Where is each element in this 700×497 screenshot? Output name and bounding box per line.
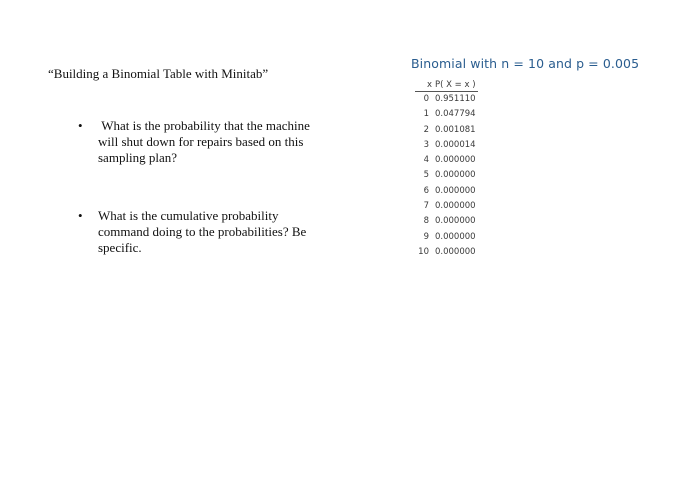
probability-value: 0.000000 [435, 185, 476, 196]
table-row [415, 138, 478, 153]
question-text: What is the probability that the machine will shut down for repairs based on this sampling plan? [98, 118, 314, 165]
bullet-icon: • [78, 208, 83, 223]
x-value: 7 [423, 201, 429, 212]
x-value: 1 [423, 109, 429, 120]
table-row [415, 214, 478, 229]
probability-value: 0.000000 [435, 201, 476, 212]
table-row [415, 123, 478, 138]
question-item [78, 118, 328, 166]
x-value: 5 [423, 170, 429, 181]
probability-value: 0.000000 [435, 170, 476, 181]
bullet-icon: • [78, 118, 83, 133]
question-list [78, 118, 328, 256]
probability-value: 0.951110 [435, 94, 476, 104]
document-title: “Building a Binomial Table with Minitab” [48, 66, 269, 81]
table-row [415, 153, 478, 168]
probability-value: 0.001081 [435, 124, 476, 135]
question-text: What is the cumulative probability command doing to the probabilities? Be specific. [98, 208, 310, 255]
table-row [415, 184, 478, 199]
table-row [415, 92, 478, 108]
x-value: 10 [418, 246, 429, 257]
table-header-row [415, 80, 478, 92]
table-row [415, 245, 478, 260]
table-row [415, 168, 478, 183]
probability-value: 0.000014 [435, 139, 476, 150]
table-row [415, 199, 478, 214]
question-item [78, 208, 328, 256]
table-row [415, 107, 478, 122]
x-value: 3 [423, 139, 429, 150]
x-value: 9 [423, 231, 429, 242]
x-value: 6 [423, 185, 429, 196]
probability-value: 0.000000 [435, 231, 476, 242]
binomial-heading: Binomial with n = 10 and p = 0.005 [411, 56, 640, 71]
x-value: 2 [423, 124, 429, 135]
probability-value: 0.000000 [435, 246, 476, 257]
x-value: 0 [423, 94, 429, 104]
minitab-output [411, 56, 639, 260]
probability-value: 0.000000 [435, 216, 476, 227]
x-value: 8 [423, 216, 429, 227]
probability-value: 0.047794 [435, 109, 476, 120]
column-header-x: x [415, 80, 435, 92]
column-header-probability: P( X = x ) [435, 80, 476, 90]
probability-table [415, 80, 478, 260]
x-value: 4 [423, 155, 429, 166]
table-row [415, 230, 478, 245]
probability-value: 0.000000 [435, 155, 476, 166]
